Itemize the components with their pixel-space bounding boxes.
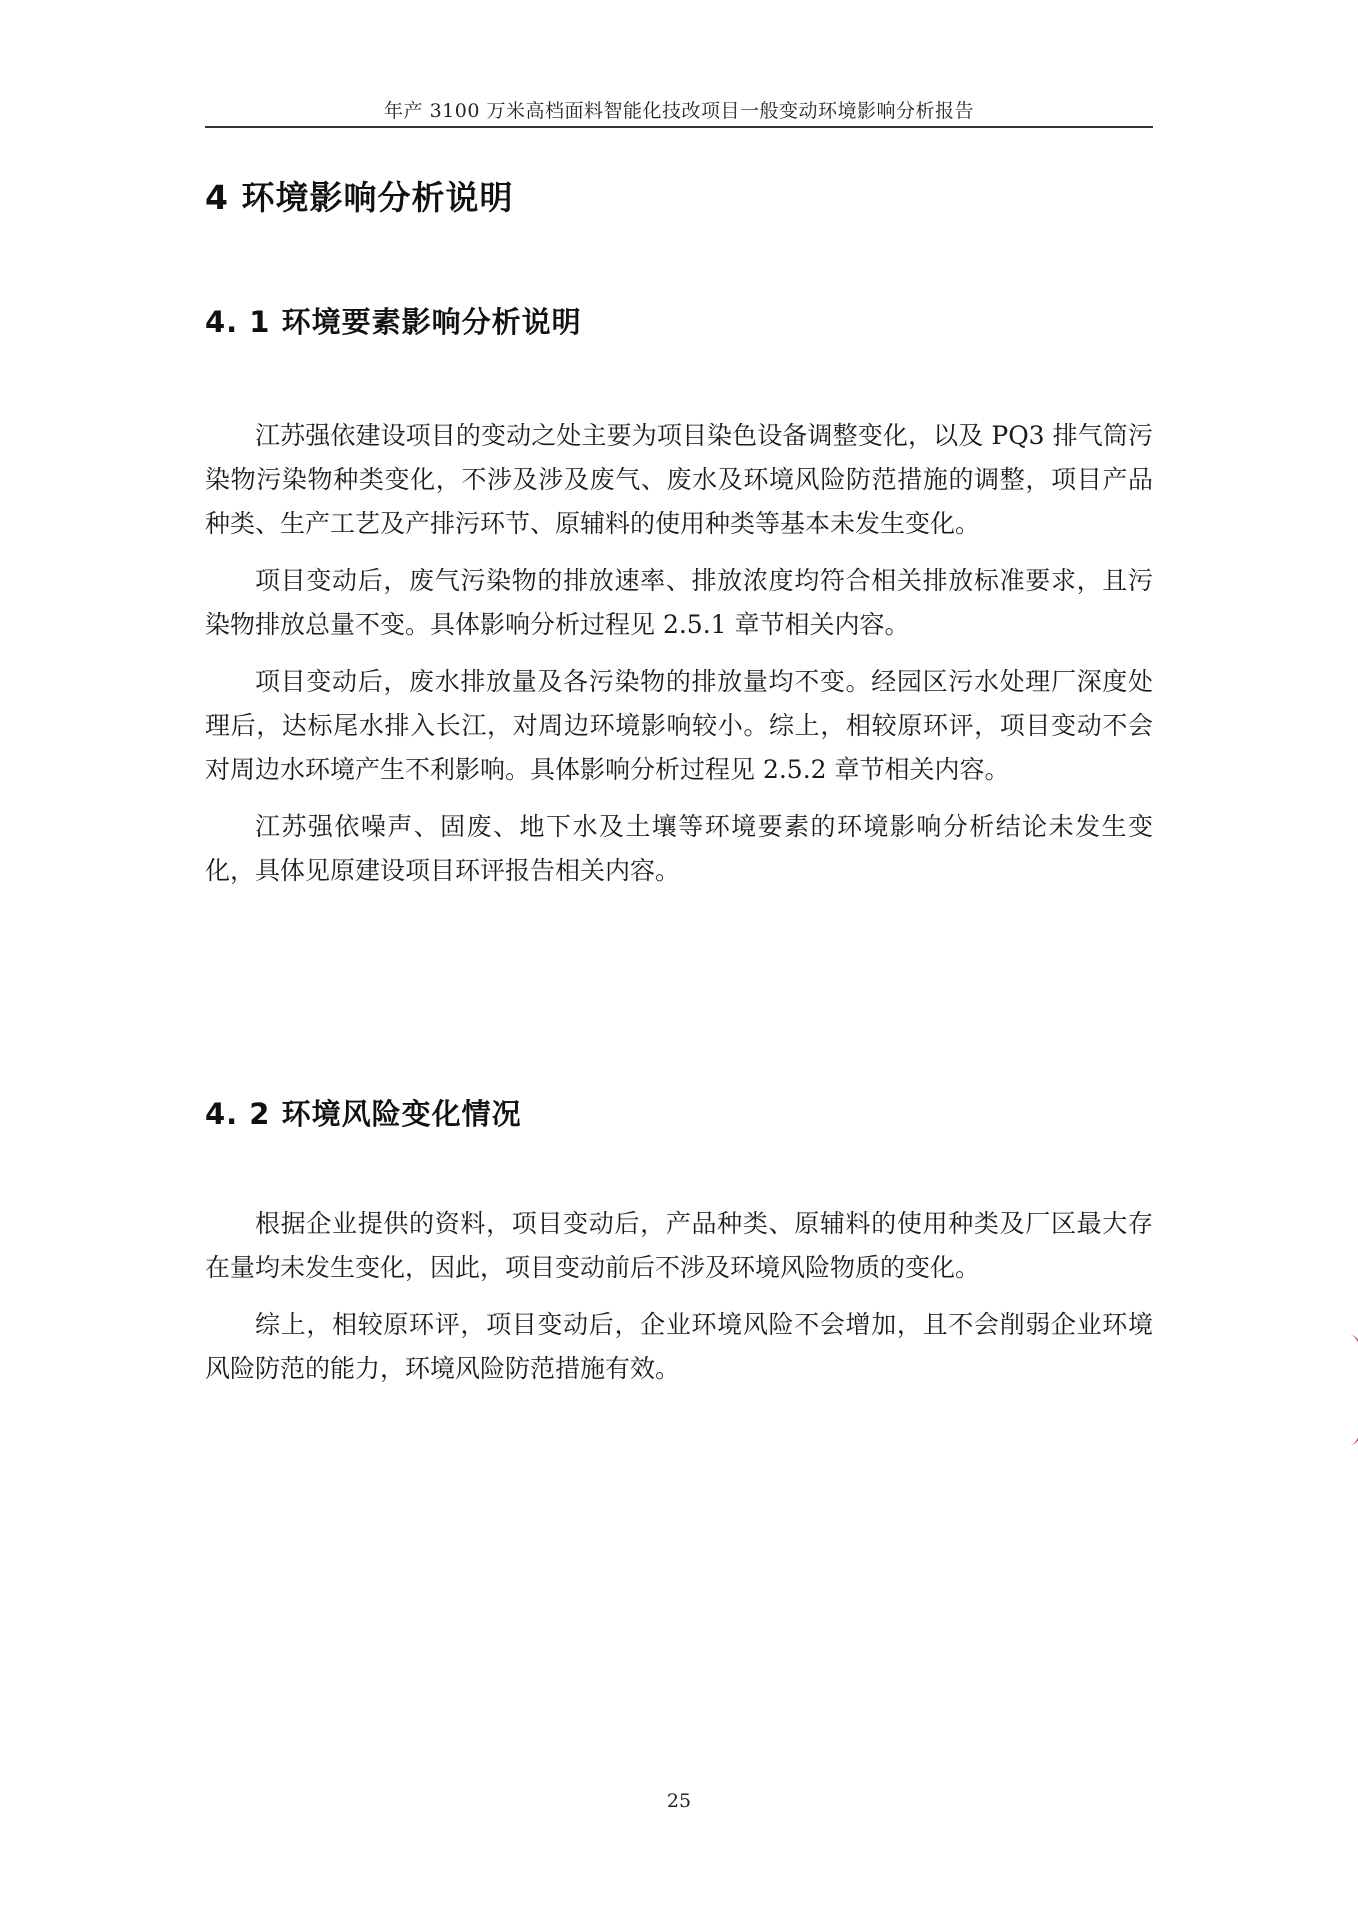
seal-stamp-edge [1330, 1335, 1358, 1445]
running-header: 年产 3100 万米高档面料智能化技改项目一般变动环境影响分析报告 [384, 100, 974, 122]
paragraph: 项目变动后，废水排放量及各污染物的排放量均不变。经园区污水处理厂深度处理后，达标尾水排入长江，对周边环境影响较小。综上，相较原环评，项目变动不会对周边水环境产生不利影响。具体影响分析过程见 2.5.2 章节相关内容。 [205, 667, 1153, 784]
page-number: 25 [666, 1790, 692, 1812]
paragraph: 江苏强依建设项目的变动之处主要为项目染色设备调整变化，以及 PQ3 排气筒污染物污染物种类变化，不涉及涉及废气、废水及环境风险防范措施的调整，项目产品种类、生产工艺及产排污环节、原辅料的使用种类等基本未发生变化。 [205, 421, 1153, 538]
section-body-4-2 [205, 1202, 1153, 1404]
paragraph: 根据企业提供的资料，项目变动后，产品种类、原辅料的使用种类及厂区最大存在量均未发生变化，因此，项目变动前后不涉及环境风险物质的变化。 [205, 1209, 1153, 1282]
section-heading-4-2: 4. 2 环境风险变化情况 [205, 1097, 522, 1131]
paragraph: 综上，相较原环评，项目变动后，企业环境风险不会增加，且不会削弱企业环境风险防范的能力，环境风险防范措施有效。 [205, 1310, 1153, 1383]
header-divider [205, 126, 1153, 128]
paragraph: 项目变动后，废气污染物的排放速率、排放浓度均符合相关排放标准要求，且污染物排放总量不变。具体影响分析过程见 2.5.1 章节相关内容。 [205, 566, 1153, 639]
section-heading-4-1: 4. 1 环境要素影响分析说明 [205, 305, 582, 339]
paragraph: 江苏强依噪声、固废、地下水及土壤等环境要素的环境影响分析结论未发生变化，具体见原建设项目环评报告相关内容。 [205, 812, 1153, 885]
chapter-heading: 4 环境影响分析说明 [205, 178, 514, 217]
section-body-4-1 [205, 414, 1153, 906]
